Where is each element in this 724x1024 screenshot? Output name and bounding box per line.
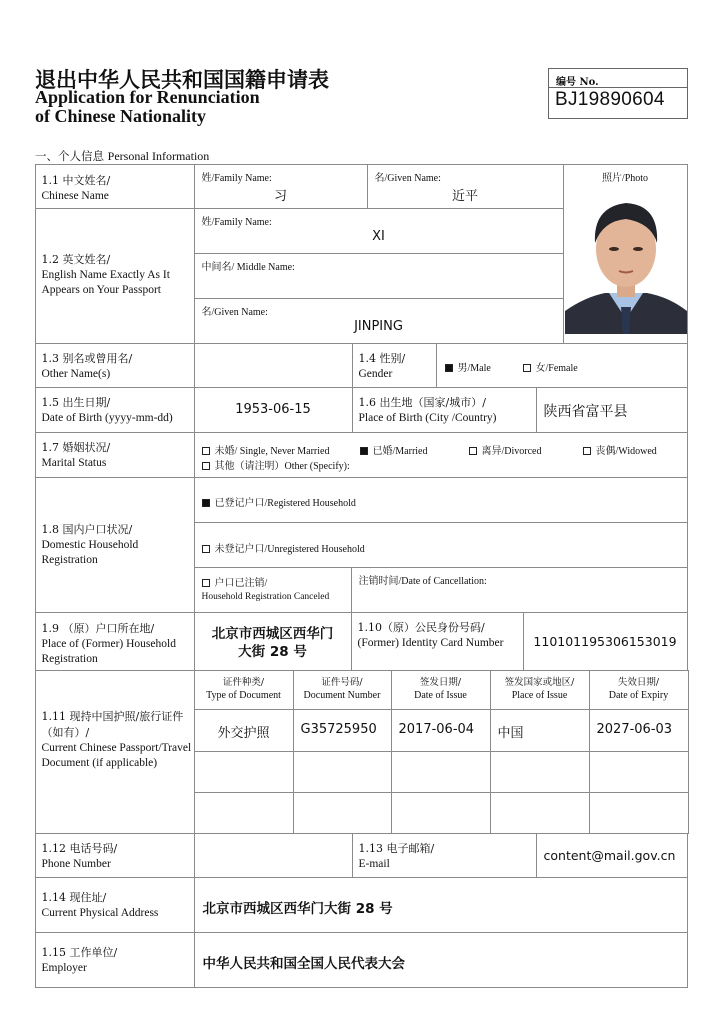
passport-column-header-cn: 证件种类/	[222, 676, 265, 688]
gender-option-female[interactable]	[523, 359, 578, 374]
checkbox-unchecked-icon[interactable]	[202, 447, 210, 455]
employer-label-cell	[35, 932, 195, 988]
family-name-cn-value: 习	[273, 188, 287, 204]
other-names-field[interactable]	[194, 343, 353, 388]
checkbox-unchecked-icon[interactable]	[202, 545, 210, 553]
passport-table-cell[interactable]	[391, 792, 491, 834]
family-name-cn-field[interactable]	[194, 164, 368, 209]
former-household-label-cn: 1.9 （原）户口所在地/	[41, 621, 155, 635]
english-name-label-en: English Name Exactly As It Appears on Your Passport	[41, 268, 170, 296]
pob-label-en: Place of Birth (City /Country)	[358, 411, 497, 424]
dob-label-cn: 1.5 出生日期/	[41, 395, 111, 409]
gender-label-cn: 1.4 性别/	[358, 351, 406, 365]
marital-label-cn: 1.7 婚姻状况/	[41, 440, 111, 454]
passport-table-cell[interactable]	[391, 751, 491, 793]
pob-label-cell	[352, 387, 537, 433]
passport-table-cell[interactable]	[490, 709, 590, 752]
portrait-photo-icon	[565, 189, 687, 334]
passport-table-cell[interactable]	[490, 792, 590, 834]
other-names-label-cn: 1.3 别名或曾用名/	[41, 351, 133, 365]
passport-column-header	[490, 670, 590, 710]
chinese-name-label-cn: 1.1 中文姓名/	[41, 173, 111, 187]
household-label-cell	[35, 477, 195, 613]
checkbox-unchecked-icon[interactable]	[202, 462, 210, 470]
id-card-value: 110101195306153019	[533, 633, 677, 649]
section-title-en: Personal Information	[107, 149, 210, 163]
checkbox-checked-icon[interactable]	[360, 447, 368, 455]
passport-table-cell-value: G35725950	[300, 721, 377, 737]
household-option-unregistered-label: 未登记户口/Unregistered Household	[214, 543, 365, 555]
passport-column-header-en: Type of Document	[206, 689, 281, 701]
other-names-label-cell	[35, 343, 195, 388]
section-title-cn: 一、个人信息	[35, 149, 104, 163]
address-label-cell	[35, 877, 195, 933]
passport-table-cell[interactable]	[589, 792, 689, 834]
given-name-en-label: 名/Given Name:	[201, 306, 268, 318]
family-name-en-label: 姓/Family Name:	[201, 216, 272, 228]
passport-table-cell-value: 2017-06-04	[398, 721, 475, 737]
given-name-en-field[interactable]	[194, 298, 564, 344]
email-label-en: E-mail	[358, 857, 390, 870]
household-option-registered[interactable]	[202, 494, 356, 509]
passport-column-header-cn: 失效日期/	[617, 676, 660, 688]
passport-table-cell[interactable]	[589, 751, 689, 793]
given-name-cn-field[interactable]	[367, 164, 564, 209]
marital-option-single-label: 未婚/ Single, Never Married	[214, 445, 330, 457]
passport-column-header-en: Date of Expiry	[608, 689, 669, 701]
form-number-label: 编号 No.	[556, 77, 599, 88]
english-name-label-cn: 1.2 英文姓名/	[41, 252, 111, 266]
cancel-date-field[interactable]	[351, 567, 688, 613]
pob-value: 陕西省富平县	[543, 403, 628, 420]
marital-option-single[interactable]	[202, 442, 330, 457]
section-heading	[35, 148, 209, 164]
household-registered-row	[194, 477, 688, 523]
passport-column-header-cn: 签发日期/	[419, 676, 462, 688]
employer-label-en: Employer	[41, 961, 87, 974]
household-label-cn: 1.8 国内户口状况/	[41, 522, 133, 536]
household-option-canceled-label-en: Household Registration Canceled	[201, 591, 330, 602]
marital-option-other-label: 其他（请注明）Other (Specify):	[214, 460, 350, 472]
passport-table-cell[interactable]	[391, 709, 491, 752]
given-name-en-value: JINPING	[354, 318, 403, 334]
address-label-cn: 1.14 现住址/	[41, 890, 107, 904]
form-number-divider	[549, 87, 687, 88]
photo-cell	[563, 164, 688, 344]
photo-caption: 照片/Photo	[601, 172, 649, 184]
phone-label-cn: 1.12 电话号码/	[41, 841, 118, 855]
english-name-label-cell	[35, 208, 195, 344]
gender-label-en: Gender	[358, 367, 393, 380]
marital-option-divorced[interactable]	[469, 442, 542, 457]
passport-table-cell[interactable]	[293, 751, 392, 793]
form-title-english-line2: of Chinese Nationality	[35, 106, 206, 126]
gender-option-male[interactable]	[445, 359, 491, 374]
passport-table-cell[interactable]	[293, 792, 392, 834]
id-card-label-cn: 1.10（原）公民身份号码/	[357, 620, 485, 634]
passport-label-en: Current Chinese Passport/Travel Document (if applicable)	[41, 741, 192, 769]
phone-label-en: Phone Number	[41, 857, 111, 870]
former-household-value	[195, 625, 351, 661]
marital-option-married[interactable]	[360, 442, 428, 457]
marital-label-en: Marital Status	[41, 456, 107, 469]
dob-value: 1953-06-15	[235, 401, 311, 417]
household-label-en: Domestic Household Registration	[41, 538, 139, 566]
phone-label-cell	[35, 833, 195, 878]
middle-name-en-field[interactable]	[194, 253, 564, 299]
household-option-canceled[interactable]	[202, 577, 330, 604]
passport-column-header	[589, 670, 689, 710]
address-value: 北京市西城区西华门大街 28 号	[202, 900, 393, 917]
address-field[interactable]	[194, 877, 688, 933]
former-household-value-line1: 北京市西城区西华门	[211, 625, 334, 642]
form-title-english	[35, 88, 260, 126]
cancel-date-label: 注销时间/Date of Cancellation:	[358, 575, 487, 587]
former-household-field[interactable]	[194, 612, 352, 671]
pob-label-cn: 1.6 出生地（国家/城市）/	[358, 395, 486, 409]
dob-label-en: Date of Birth (yyyy-mm-dd)	[41, 411, 173, 424]
passport-table-cell-value: 2027-06-03	[596, 721, 673, 737]
email-label-cn: 1.13 电子邮箱/	[358, 841, 435, 855]
former-household-value-line2: 大街 28 号	[238, 643, 307, 660]
id-card-label-en: (Former) Identity Card Number	[357, 636, 504, 649]
passport-table-cell[interactable]	[194, 751, 294, 793]
checkbox-checked-icon[interactable]	[202, 499, 210, 507]
household-option-canceled-label-cn: 户口已注销/	[214, 577, 268, 589]
address-label-en: Current Physical Address	[41, 906, 159, 919]
former-household-label-cell	[35, 612, 195, 671]
form-number-value: BJ19890604	[555, 89, 665, 110]
checkbox-unchecked-icon[interactable]	[583, 447, 591, 455]
passport-table-cell[interactable]	[589, 709, 689, 752]
marital-option-widowed[interactable]	[583, 442, 657, 457]
passport-label-cell	[35, 670, 195, 834]
passport-label-cn: 1.11 现持中国护照/旅行证件（如有）/	[41, 709, 184, 739]
household-unregistered-row	[194, 522, 688, 568]
former-household-label-en: Place of (Former) Household Registration	[41, 637, 176, 665]
gender-field	[436, 343, 688, 388]
employer-field[interactable]	[194, 932, 688, 988]
given-name-cn-value: 近平	[451, 188, 478, 204]
household-option-unregistered[interactable]	[202, 540, 365, 555]
marital-field	[194, 432, 688, 478]
email-field[interactable]	[536, 833, 688, 878]
household-canceled-cell	[194, 567, 352, 613]
email-value: content@mail.gov.cn	[543, 847, 676, 863]
gender-label-cell	[352, 343, 437, 388]
dob-label-cell	[35, 387, 195, 433]
checkbox-unchecked-icon[interactable]	[202, 579, 210, 587]
employer-label-cn: 1.15 工作单位/	[41, 945, 118, 959]
email-label-cell	[352, 833, 537, 878]
form-title-english-line1: Application for Renunciation	[35, 87, 260, 107]
passport-table-cell[interactable]	[490, 751, 590, 793]
passport-column-header	[293, 670, 392, 710]
form-number-box	[548, 68, 688, 119]
passport-table-cell-value: 外交护照	[217, 725, 270, 741]
form-title-chinese: 退出中华人民共和国国籍申请表	[35, 67, 329, 92]
id-card-label-cell	[351, 612, 524, 671]
passport-table-cell-value: 中国	[497, 725, 524, 741]
checkbox-checked-icon[interactable]	[445, 364, 453, 372]
middle-name-en-label: 中间名/ Middle Name:	[201, 261, 295, 273]
passport-column-header	[194, 670, 294, 710]
chinese-name-label-en: Chinese Name	[41, 189, 109, 202]
pob-field[interactable]	[536, 387, 688, 433]
passport-table-cell[interactable]	[194, 709, 294, 752]
checkbox-unchecked-icon[interactable]	[523, 364, 531, 372]
passport-column-header-cn: 签发国家或地区/	[504, 676, 575, 688]
passport-column-header-en: Date of Issue	[414, 689, 467, 701]
marital-option-widowed-label: 丧偶/Widowed	[595, 445, 657, 457]
passport-column-header-en: Place of Issue	[511, 689, 568, 701]
gender-option-male-label: 男/Male	[457, 362, 491, 374]
marital-label-cell	[35, 432, 195, 478]
family-name-cn-label: 姓/Family Name:	[201, 172, 272, 184]
given-name-cn-label: 名/Given Name:	[374, 172, 441, 184]
chinese-name-label-cell	[35, 164, 195, 209]
passport-table-cell[interactable]	[293, 709, 392, 752]
gender-option-female-label: 女/Female	[535, 362, 578, 374]
family-name-en-value: XI	[372, 228, 385, 244]
marital-option-divorced-label: 离异/Divorced	[481, 445, 542, 457]
id-card-field[interactable]	[523, 612, 688, 671]
passport-column-header-cn: 证件号码/	[321, 676, 363, 688]
other-names-label-en: Other Name(s)	[41, 367, 111, 380]
phone-field[interactable]	[194, 833, 353, 878]
passport-column-header-en: Document Number	[303, 689, 381, 701]
marital-option-other[interactable]	[202, 457, 350, 472]
passport-column-header	[391, 670, 491, 710]
marital-option-married-label: 已婚/Married	[372, 445, 428, 457]
family-name-en-field[interactable]	[194, 208, 564, 254]
passport-table-cell[interactable]	[194, 792, 294, 834]
employer-value: 中华人民共和国全国人民代表大会	[202, 955, 405, 972]
dob-field[interactable]	[194, 387, 353, 433]
household-option-registered-label: 已登记户口/Registered Household	[214, 497, 356, 509]
checkbox-unchecked-icon[interactable]	[469, 447, 477, 455]
